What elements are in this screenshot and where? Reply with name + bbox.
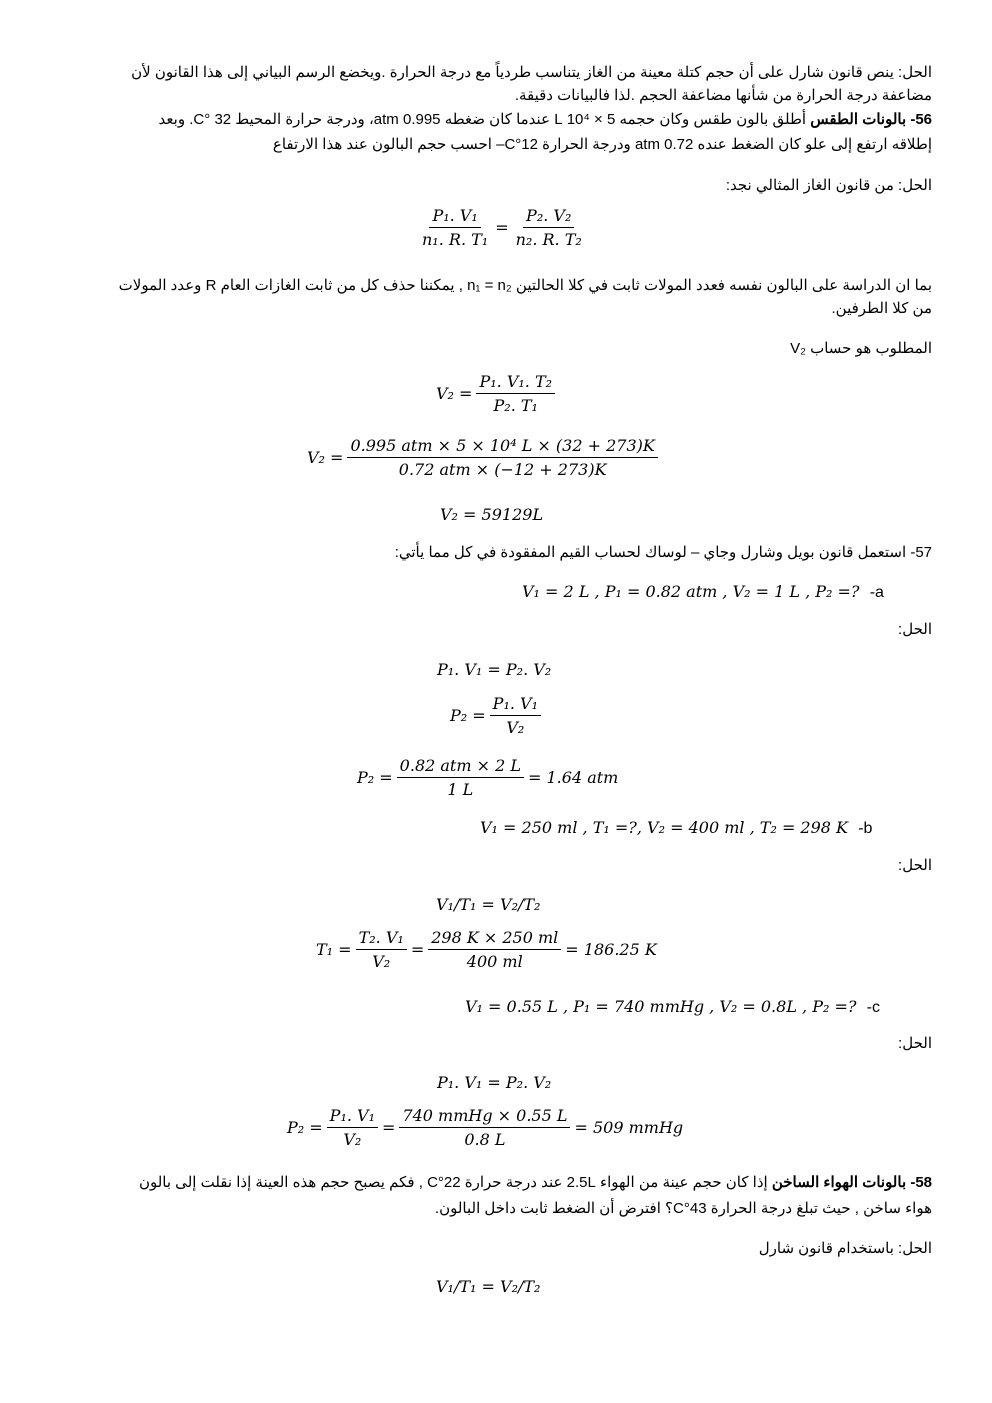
q56-line-1 bbox=[159, 109, 932, 131]
q57-number: 57- bbox=[910, 544, 932, 561]
q58-text-1: إذا كان حجم عينة من الهواء 2.5L عند درجة حرارة 22°C , فكم يصبح حجم هذه العينة إذا نقلت إلى بالون bbox=[138, 1174, 768, 1191]
intro-line-1: الحل: ينص قانون شارل على أن حجم كتلة معينة من الغاز يتناسب طردياً مع درجة الحرارة .ويخضع الرسم البياني إلى هذا القانون لأن bbox=[131, 64, 932, 81]
q58-title: بالونات الهواء الساخن bbox=[771, 1174, 907, 1191]
q56-text-1: أطلق بالون طقس وكان حجمه 5 × 10⁴ L عندما كان ضغطه 0.995 atm، ودرجة حرارة المحيط 32 °C. وبعد bbox=[158, 111, 807, 128]
q56-explanation-2: من كلا الطرفين. bbox=[831, 300, 932, 317]
q56-ideal-gas-equation: $\frac{\text{P₁. V₁}}{\text{n₁. R. T₁}}$ = $\frac{\text{P₂. V₂}}{\text{n₂. R. T₂}}$ bbox=[415, 206, 589, 249]
q56-v2-substitution: V₂ = $\frac{\text{0.995 atm × 5 × 10⁴ L × (32 + 273)K}}{\text{0.72 atm × (−12 + 273)K}}$ bbox=[307, 436, 662, 479]
q57-a-boyle-equation: P₁. V₁ = P₂. V₂ bbox=[437, 660, 552, 679]
q57-b-t1-result: T₁ = $\frac{\text{T₂. V₁}}{\text{V₂}}$ = $\frac{298 K \times 250 ml}{400 ml}$ = 186.25 K bbox=[316, 928, 657, 971]
q58-charles-equation: V₁/T₁ = V₂/T₂ bbox=[436, 1277, 541, 1296]
intro-line-2: مضاعفة درجة الحرارة من شأنها مضاعفة الحجم .لذا فالبيانات دقيقة. bbox=[514, 87, 932, 104]
q56-title: بالونات الطقس bbox=[810, 111, 907, 128]
q57-a-given: V₁ = 2 L , P₁ = 0.82 atm , V₂ = 1 L , P₂ =? -a bbox=[522, 582, 884, 601]
eq1-lhs-denominator: n₁. R. T₁ bbox=[422, 230, 489, 249]
q56-v2-formula: V₂ = $\frac{\text{P₁. V₁. T₂}}{\text{P₂. T₁}}$ bbox=[436, 372, 559, 415]
eq1-rhs-numerator: P₂. V₂ bbox=[523, 206, 574, 228]
q58-line-1 bbox=[139, 1172, 932, 1194]
q56-line-2: إطلاقه ارتفع إلى علو كان الضغط عنده 0.72 atm ودرجة الحرارة 12°C– احسب حجم البالون عند هذا الارتفاع bbox=[272, 136, 932, 153]
q57-b-charles-equation: V₁/T₁ = V₂/T₂ bbox=[436, 895, 541, 914]
q58-number: 58- bbox=[910, 1174, 932, 1191]
q57-b-solution-label: الحل: bbox=[898, 857, 932, 874]
q58-solution: الحل: باستخدام قانون شارل bbox=[758, 1240, 932, 1257]
q57-a-p2-formula: P₂ = $\frac{\text{P₁. V₁}}{\text{V₂}}$ bbox=[450, 694, 545, 737]
q56-solution-intro: الحل: من قانون الغاز المثالي نجد: bbox=[725, 177, 932, 194]
q57-c-solution-label: الحل: bbox=[898, 1035, 932, 1052]
q57-title: استعمل قانون بويل وشارل وجاي – لوساك لحساب القيم المفقودة في كل مما يأتي: bbox=[394, 544, 907, 561]
q57-c-given: V₁ = 0.55 L , P₁ = 740 mmHg , V₂ = 0.8L , P₂ =? -c bbox=[465, 997, 880, 1016]
q57-b-given: V₁ = 250 ml , T₁ =?, V₂ = 400 ml , T₂ = 298 K -b bbox=[480, 818, 873, 837]
q58-line-2: هواء ساخن , حيث تبلغ درجة الحرارة 43°C؟ افترض أن الضغط ثابت داخل البالون. bbox=[434, 1200, 932, 1217]
q56-required: المطلوب هو حساب V₂ bbox=[790, 340, 932, 357]
q57-a-solution-label: الحل: bbox=[898, 621, 932, 638]
q57-c-p2-result: P₂ = $\frac{\text{P₁. V₁}}{\text{V₂}}$ = $\frac{\text{740 mmHg × 0.55 L}}{0.8 L}$ = 509 mmHg bbox=[287, 1106, 684, 1149]
q56-result: V₂ = 59129L bbox=[440, 505, 544, 524]
q56-explanation-1: بما ان الدراسة على البالون نفسه فعدد المولات ثابت في كلا الحالتين n₁ = n₂ , يمكننا حذف كل من ثابت الغازات العام R وعدد المولات bbox=[118, 277, 932, 294]
q57-c-boyle-equation: P₁. V₁ = P₂. V₂ bbox=[437, 1073, 552, 1092]
q56-number: 56- bbox=[910, 111, 932, 128]
eq1-rhs-denominator: n₂. R. T₂ bbox=[515, 230, 582, 249]
eq1-lhs-numerator: P₁. V₁ bbox=[429, 206, 480, 228]
q57-title-line bbox=[395, 542, 932, 564]
q57-a-p2-result: P₂ = $\frac{\text{0.82 atm × 2 L}}{1 L}$ = 1.64 atm bbox=[357, 756, 619, 799]
